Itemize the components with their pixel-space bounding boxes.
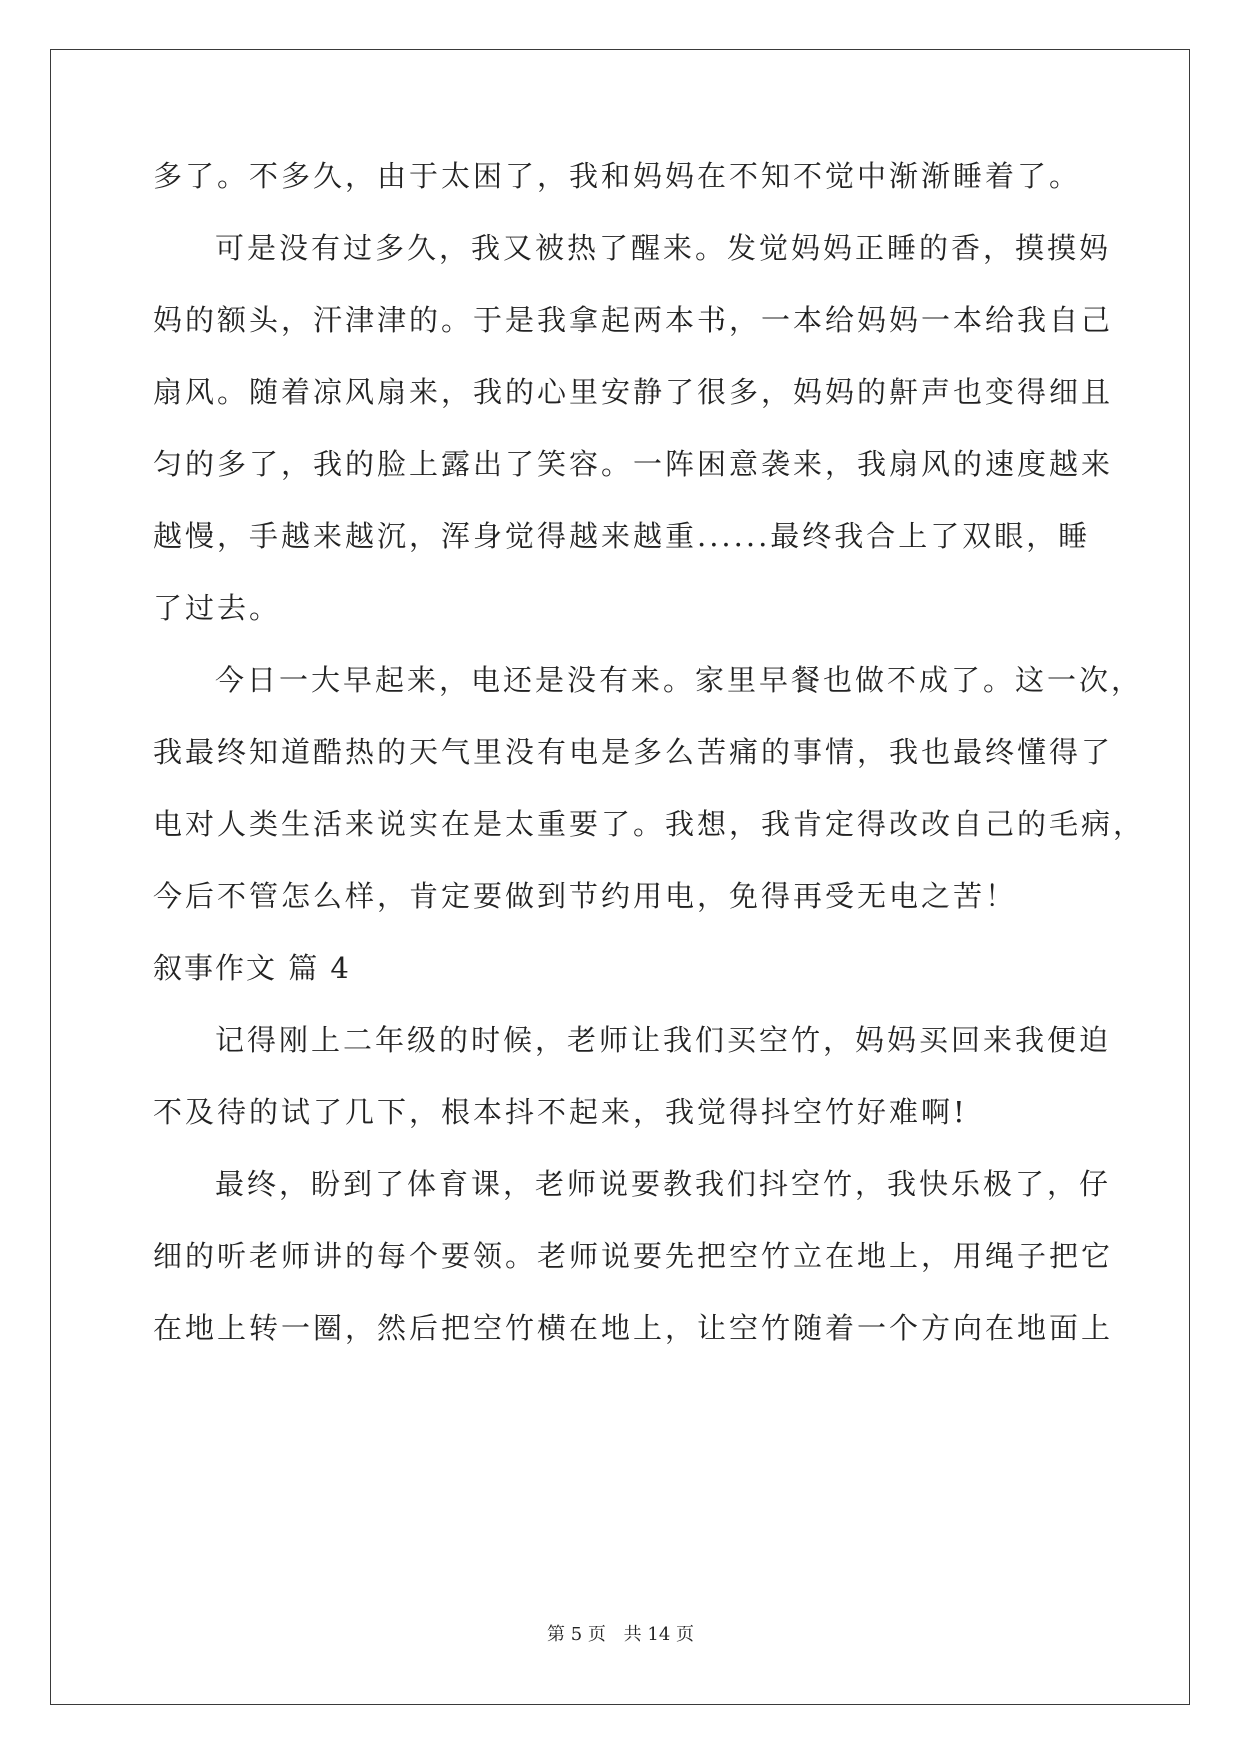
paragraph-first-line: 可是没有过多久，我又被热了醒来。发觉妈妈正睡的香，摸摸妈 [215,231,1112,265]
paragraph-first-line: 最终，盼到了体育课，老师说要教我们抖空竹，我快乐极了，仔 [215,1167,1112,1201]
body-text-line: 多了。不多久，由于太困了，我和妈妈在不知不觉中渐渐睡着了。 [153,159,1082,193]
body-text-line: 了过去。 [153,591,282,625]
body-text-line: 今后不管怎么样，肯定要做到节约用电，免得再受无电之苦！ [153,879,1018,913]
paragraph-first-line: 今日一大早起来，电还是没有来。家里早餐也做不成了。这一次， [215,663,1144,697]
section-heading: 叙事作文 篇 4 [153,951,351,985]
body-text-line: 在地上转一圈，然后把空竹横在地上，让空竹随着一个方向在地面上 [153,1311,1114,1345]
paragraph-first-line: 记得刚上二年级的时候，老师让我们买空竹，妈妈买回来我便迫 [215,1023,1112,1057]
body-text-line: 妈的额头，汗津津的。于是我拿起两本书，一本给妈妈一本给我自己 [153,303,1114,337]
page-footer [0,1623,1241,1647]
body-text-line: 我最终知道酷热的天气里没有电是多么苦痛的事情，我也最终懂得了 [153,735,1114,769]
body-text-line: 越慢，手越来越沉，浑身觉得越来越重......最终我合上了双眼，睡 [153,519,1091,553]
body-text-line: 匀的多了，我的脸上露出了笑容。一阵困意袭来，我扇风的速度越来 [153,447,1114,481]
body-text-line: 不及待的试了几下，根本抖不起来，我觉得抖空竹好难啊! [153,1095,968,1129]
page-total: 共 14 页 [623,1624,694,1645]
body-text-line: 扇风。随着凉风扇来，我的心里安静了很多，妈妈的鼾声也变得细且 [153,375,1114,409]
body-text-line: 细的听老师讲的每个要领。老师说要先把空竹立在地上，用绳子把它 [153,1239,1114,1273]
body-text-line: 电对人类生活来说实在是太重要了。我想，我肯定得改改自己的毛病， [153,807,1146,841]
page-number: 第 5 页 [547,1624,606,1645]
